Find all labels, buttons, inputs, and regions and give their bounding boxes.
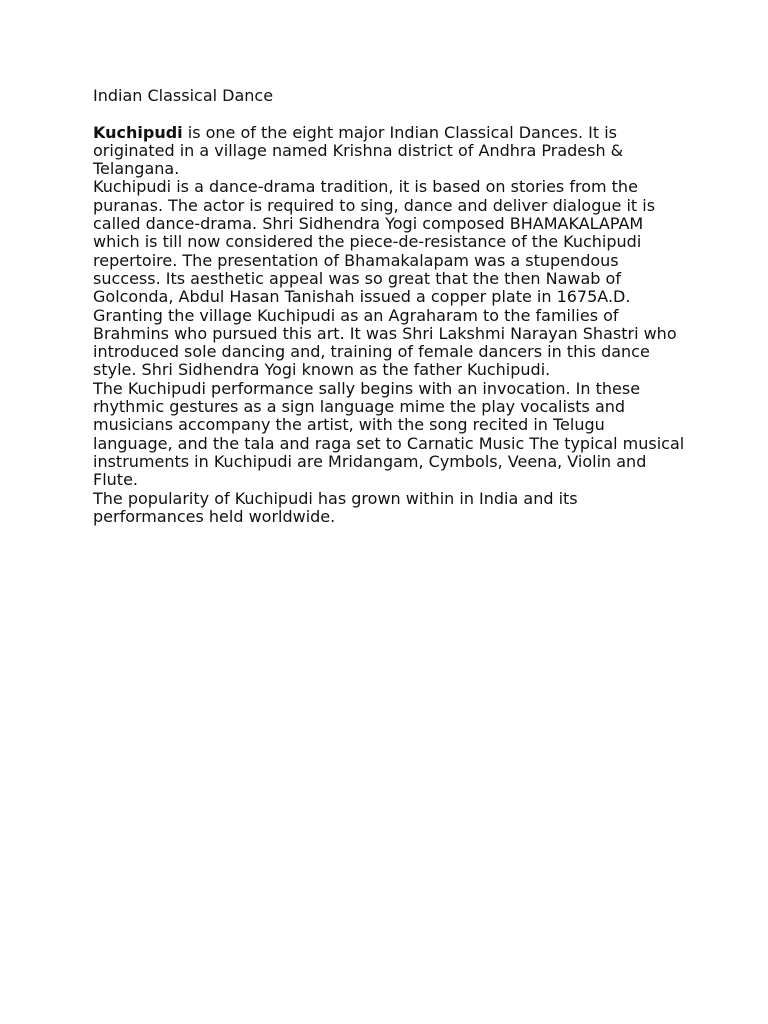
history-paragraph: Kuchipudi is a dance-drama tradition, it is based on stories from the puranas. The actor is required to sing, dance and deliver dialogue it is called dance-drama. Shri Sidhendra Yogi composed BHAMAKALAPAM which is till now considered the piece-de-resistance of the Kuchipudi repertoire. The presentation of Bhamakalapam was a stupendous success. Its aesthetic appeal was so great that the then Nawab of Golconda, Abdul Hasan Tanishah issued a copper plate in 1675A.D. Granting the village Kuchipudi as an Agraharam to the families of Brahmins who pursued this art. It was Shri Lakshmi Narayan Shastri who introduced sole dancing and, training of female dancers in this dance style. Shri Sidhendra Yogi known as the father Kuchipudi.	[93, 177, 677, 380]
performance-paragraph: The Kuchipudi performance sally begins with an invocation. In these rhythmic gestures as a sign language mime the play vocalists and musicians accompany the artist, with the song recited in Telugu language, and the tala and raga set to Carnatic Music The typical musical instruments in Kuchipudi are Mridangam, Cymbols, Veena, Violin and Flute.	[93, 378, 685, 490]
intro-paragraph	[93, 124, 688, 179]
intro-text: is one of the eight major Indian Classical Dances. It is originated in a village named Krishna district of Andhra Pradesh & Telangana.	[93, 122, 624, 179]
popularity-paragraph: The popularity of Kuchipudi has grown within in India and its performances held worldwide.	[93, 488, 578, 526]
document-title: Indian Classical Dance	[93, 86, 274, 105]
intro-term: Kuchipudi	[93, 122, 183, 142]
